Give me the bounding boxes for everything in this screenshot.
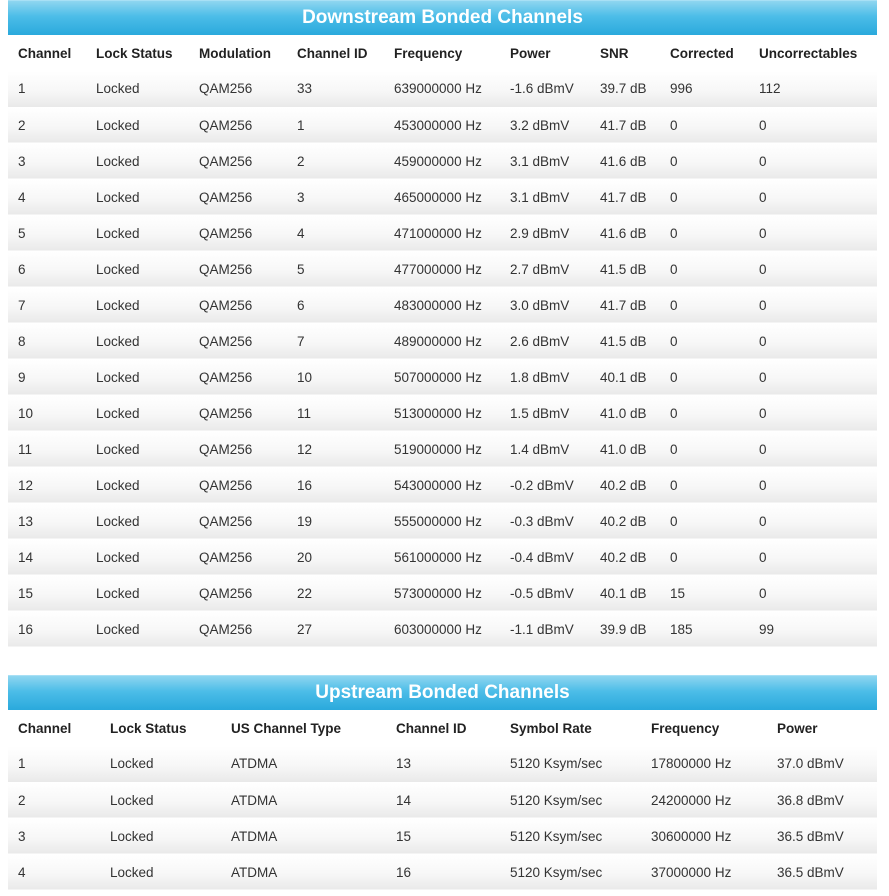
table-row xyxy=(8,359,877,395)
table-row xyxy=(8,71,877,107)
downstream-cell-frequency: 471000000 Hz xyxy=(384,215,500,251)
downstream-cell-snr: 39.9 dB xyxy=(590,611,660,647)
downstream-cell-corrected: 0 xyxy=(660,467,749,503)
downstream-cell-frequency: 513000000 Hz xyxy=(384,395,500,431)
downstream-cell-channel-id: 20 xyxy=(287,539,384,575)
downstream-cell-modulation: QAM256 xyxy=(189,575,287,611)
upstream-cell-symbol-rate: 5120 Ksym/sec xyxy=(500,782,641,818)
upstream-cell-power: 36.8 dBmV xyxy=(767,782,877,818)
upstream-cell-channel: 4 xyxy=(8,854,100,890)
upstream-header-us-channel-type: US Channel Type xyxy=(221,710,386,746)
downstream-cell-snr: 41.0 dB xyxy=(590,431,660,467)
downstream-cell-power: -0.3 dBmV xyxy=(500,503,590,539)
downstream-cell-channel: 10 xyxy=(8,395,86,431)
downstream-cell-uncorrectables: 0 xyxy=(749,539,877,575)
table-row xyxy=(8,818,877,854)
downstream-cell-modulation: QAM256 xyxy=(189,611,287,647)
downstream-cell-corrected: 0 xyxy=(660,179,749,215)
downstream-cell-channel-id: 33 xyxy=(287,71,384,107)
table-row xyxy=(8,395,877,431)
downstream-cell-modulation: QAM256 xyxy=(189,179,287,215)
downstream-cell-lock-status: Locked xyxy=(86,611,189,647)
downstream-cell-corrected: 0 xyxy=(660,539,749,575)
downstream-cell-power: 1.8 dBmV xyxy=(500,359,590,395)
upstream-cell-power: 36.5 dBmV xyxy=(767,854,877,890)
table-row xyxy=(8,215,877,251)
downstream-cell-snr: 40.2 dB xyxy=(590,467,660,503)
downstream-cell-uncorrectables: 0 xyxy=(749,107,877,143)
downstream-cell-uncorrectables: 0 xyxy=(749,467,877,503)
downstream-cell-corrected: 0 xyxy=(660,359,749,395)
downstream-header-frequency: Frequency xyxy=(384,35,500,71)
downstream-cell-channel: 13 xyxy=(8,503,86,539)
upstream-panel xyxy=(8,675,877,891)
downstream-cell-frequency: 519000000 Hz xyxy=(384,431,500,467)
downstream-cell-channel: 4 xyxy=(8,179,86,215)
downstream-cell-uncorrectables: 99 xyxy=(749,611,877,647)
downstream-cell-lock-status: Locked xyxy=(86,503,189,539)
downstream-cell-uncorrectables: 112 xyxy=(749,71,877,107)
downstream-cell-corrected: 0 xyxy=(660,107,749,143)
downstream-cell-uncorrectables: 0 xyxy=(749,575,877,611)
downstream-cell-uncorrectables: 0 xyxy=(749,323,877,359)
downstream-cell-lock-status: Locked xyxy=(86,215,189,251)
downstream-header-modulation: Modulation xyxy=(189,35,287,71)
downstream-cell-uncorrectables: 0 xyxy=(749,215,877,251)
downstream-cell-power: 3.1 dBmV xyxy=(500,143,590,179)
downstream-cell-channel-id: 10 xyxy=(287,359,384,395)
downstream-header-row xyxy=(8,35,877,71)
downstream-header-power: Power xyxy=(500,35,590,71)
downstream-cell-corrected: 996 xyxy=(660,71,749,107)
downstream-cell-channel: 1 xyxy=(8,71,86,107)
table-row xyxy=(8,575,877,611)
downstream-cell-lock-status: Locked xyxy=(86,467,189,503)
table-row xyxy=(8,854,877,890)
downstream-cell-snr: 41.5 dB xyxy=(590,323,660,359)
downstream-cell-lock-status: Locked xyxy=(86,251,189,287)
upstream-header-lock-status: Lock Status xyxy=(100,710,221,746)
downstream-cell-channel: 15 xyxy=(8,575,86,611)
upstream-cell-us-channel-type: ATDMA xyxy=(221,818,386,854)
downstream-cell-corrected: 0 xyxy=(660,287,749,323)
upstream-header-power: Power xyxy=(767,710,877,746)
upstream-cell-frequency: 24200000 Hz xyxy=(641,782,767,818)
upstream-cell-channel: 2 xyxy=(8,782,100,818)
downstream-cell-power: -0.2 dBmV xyxy=(500,467,590,503)
downstream-header-snr: SNR xyxy=(590,35,660,71)
upstream-cell-symbol-rate: 5120 Ksym/sec xyxy=(500,818,641,854)
table-row xyxy=(8,611,877,647)
downstream-cell-lock-status: Locked xyxy=(86,287,189,323)
downstream-header-channel: Channel xyxy=(8,35,86,71)
downstream-cell-power: 3.0 dBmV xyxy=(500,287,590,323)
upstream-cell-channel-id: 16 xyxy=(386,854,500,890)
downstream-cell-modulation: QAM256 xyxy=(189,287,287,323)
upstream-cell-us-channel-type: ATDMA xyxy=(221,782,386,818)
table-row xyxy=(8,431,877,467)
upstream-cell-lock-status: Locked xyxy=(100,746,221,782)
upstream-cell-channel-id: 14 xyxy=(386,782,500,818)
table-row xyxy=(8,539,877,575)
downstream-cell-corrected: 0 xyxy=(660,323,749,359)
downstream-header-channel-id: Channel ID xyxy=(287,35,384,71)
downstream-cell-power: -1.6 dBmV xyxy=(500,71,590,107)
downstream-cell-uncorrectables: 0 xyxy=(749,503,877,539)
downstream-cell-channel: 5 xyxy=(8,215,86,251)
downstream-cell-uncorrectables: 0 xyxy=(749,431,877,467)
downstream-cell-channel: 3 xyxy=(8,143,86,179)
downstream-cell-modulation: QAM256 xyxy=(189,215,287,251)
downstream-cell-frequency: 465000000 Hz xyxy=(384,179,500,215)
downstream-cell-frequency: 543000000 Hz xyxy=(384,467,500,503)
downstream-cell-modulation: QAM256 xyxy=(189,395,287,431)
downstream-cell-snr: 40.2 dB xyxy=(590,539,660,575)
downstream-cell-lock-status: Locked xyxy=(86,395,189,431)
downstream-cell-modulation: QAM256 xyxy=(189,359,287,395)
downstream-header-uncorrectables: Uncorrectables xyxy=(749,35,877,71)
downstream-cell-uncorrectables: 0 xyxy=(749,287,877,323)
downstream-cell-frequency: 483000000 Hz xyxy=(384,287,500,323)
downstream-cell-snr: 41.7 dB xyxy=(590,107,660,143)
downstream-cell-lock-status: Locked xyxy=(86,107,189,143)
downstream-body xyxy=(8,71,877,647)
upstream-body xyxy=(8,746,877,890)
downstream-cell-snr: 41.6 dB xyxy=(590,215,660,251)
downstream-cell-channel-id: 12 xyxy=(287,431,384,467)
downstream-cell-channel-id: 16 xyxy=(287,467,384,503)
downstream-header-corrected: Corrected xyxy=(660,35,749,71)
upstream-cell-lock-status: Locked xyxy=(100,782,221,818)
upstream-header-channel-id: Channel ID xyxy=(386,710,500,746)
downstream-cell-frequency: 561000000 Hz xyxy=(384,539,500,575)
downstream-cell-channel: 12 xyxy=(8,467,86,503)
table-row xyxy=(8,143,877,179)
upstream-header-row xyxy=(8,710,877,746)
downstream-cell-snr: 40.2 dB xyxy=(590,503,660,539)
downstream-cell-power: -0.5 dBmV xyxy=(500,575,590,611)
table-row xyxy=(8,782,877,818)
downstream-cell-corrected: 0 xyxy=(660,503,749,539)
downstream-cell-channel: 14 xyxy=(8,539,86,575)
downstream-cell-modulation: QAM256 xyxy=(189,143,287,179)
downstream-table xyxy=(8,35,877,648)
upstream-cell-lock-status: Locked xyxy=(100,854,221,890)
downstream-cell-channel: 9 xyxy=(8,359,86,395)
table-row xyxy=(8,179,877,215)
downstream-cell-power: 3.1 dBmV xyxy=(500,179,590,215)
downstream-cell-corrected: 0 xyxy=(660,215,749,251)
table-row xyxy=(8,746,877,782)
upstream-cell-power: 37.0 dBmV xyxy=(767,746,877,782)
upstream-cell-frequency: 17800000 Hz xyxy=(641,746,767,782)
downstream-cell-snr: 41.5 dB xyxy=(590,251,660,287)
upstream-cell-channel: 1 xyxy=(8,746,100,782)
downstream-cell-lock-status: Locked xyxy=(86,143,189,179)
downstream-cell-corrected: 0 xyxy=(660,143,749,179)
downstream-cell-channel-id: 5 xyxy=(287,251,384,287)
downstream-cell-channel-id: 11 xyxy=(287,395,384,431)
upstream-cell-symbol-rate: 5120 Ksym/sec xyxy=(500,854,641,890)
downstream-cell-channel-id: 4 xyxy=(287,215,384,251)
downstream-cell-channel-id: 7 xyxy=(287,323,384,359)
downstream-cell-modulation: QAM256 xyxy=(189,71,287,107)
downstream-cell-uncorrectables: 0 xyxy=(749,359,877,395)
upstream-header-frequency: Frequency xyxy=(641,710,767,746)
downstream-cell-lock-status: Locked xyxy=(86,71,189,107)
downstream-cell-uncorrectables: 0 xyxy=(749,395,877,431)
downstream-cell-channel-id: 19 xyxy=(287,503,384,539)
downstream-cell-snr: 39.7 dB xyxy=(590,71,660,107)
downstream-cell-snr: 41.6 dB xyxy=(590,143,660,179)
downstream-cell-frequency: 489000000 Hz xyxy=(384,323,500,359)
downstream-cell-snr: 40.1 dB xyxy=(590,359,660,395)
downstream-cell-modulation: QAM256 xyxy=(189,539,287,575)
downstream-cell-snr: 41.7 dB xyxy=(590,179,660,215)
downstream-cell-channel-id: 22 xyxy=(287,575,384,611)
downstream-cell-frequency: 459000000 Hz xyxy=(384,143,500,179)
downstream-cell-channel: 11 xyxy=(8,431,86,467)
table-row xyxy=(8,323,877,359)
downstream-cell-uncorrectables: 0 xyxy=(749,179,877,215)
downstream-cell-snr: 41.0 dB xyxy=(590,395,660,431)
downstream-cell-power: 2.9 dBmV xyxy=(500,215,590,251)
downstream-cell-channel: 8 xyxy=(8,323,86,359)
downstream-cell-lock-status: Locked xyxy=(86,179,189,215)
downstream-cell-frequency: 453000000 Hz xyxy=(384,107,500,143)
downstream-cell-channel-id: 27 xyxy=(287,611,384,647)
downstream-cell-channel: 16 xyxy=(8,611,86,647)
downstream-cell-frequency: 573000000 Hz xyxy=(384,575,500,611)
downstream-cell-lock-status: Locked xyxy=(86,539,189,575)
upstream-cell-lock-status: Locked xyxy=(100,818,221,854)
downstream-cell-frequency: 639000000 Hz xyxy=(384,71,500,107)
upstream-cell-frequency: 37000000 Hz xyxy=(641,854,767,890)
downstream-cell-power: 1.4 dBmV xyxy=(500,431,590,467)
downstream-cell-channel-id: 2 xyxy=(287,143,384,179)
downstream-title: Downstream Bonded Channels xyxy=(8,0,877,35)
downstream-cell-channel-id: 3 xyxy=(287,179,384,215)
downstream-cell-channel: 6 xyxy=(8,251,86,287)
table-row xyxy=(8,287,877,323)
downstream-cell-power: 3.2 dBmV xyxy=(500,107,590,143)
downstream-cell-channel-id: 6 xyxy=(287,287,384,323)
table-row xyxy=(8,107,877,143)
downstream-cell-corrected: 185 xyxy=(660,611,749,647)
downstream-cell-power: -1.1 dBmV xyxy=(500,611,590,647)
upstream-cell-power: 36.5 dBmV xyxy=(767,818,877,854)
downstream-cell-lock-status: Locked xyxy=(86,323,189,359)
downstream-cell-modulation: QAM256 xyxy=(189,431,287,467)
downstream-cell-power: 2.7 dBmV xyxy=(500,251,590,287)
upstream-title: Upstream Bonded Channels xyxy=(8,675,877,710)
downstream-cell-corrected: 0 xyxy=(660,251,749,287)
downstream-cell-power: 1.5 dBmV xyxy=(500,395,590,431)
downstream-cell-power: -0.4 dBmV xyxy=(500,539,590,575)
downstream-cell-modulation: QAM256 xyxy=(189,503,287,539)
downstream-cell-modulation: QAM256 xyxy=(189,323,287,359)
downstream-cell-power: 2.6 dBmV xyxy=(500,323,590,359)
downstream-cell-snr: 41.7 dB xyxy=(590,287,660,323)
downstream-cell-corrected: 0 xyxy=(660,431,749,467)
downstream-cell-channel: 2 xyxy=(8,107,86,143)
downstream-cell-channel-id: 1 xyxy=(287,107,384,143)
upstream-cell-frequency: 30600000 Hz xyxy=(641,818,767,854)
downstream-cell-lock-status: Locked xyxy=(86,575,189,611)
downstream-cell-frequency: 555000000 Hz xyxy=(384,503,500,539)
table-row xyxy=(8,467,877,503)
downstream-cell-frequency: 477000000 Hz xyxy=(384,251,500,287)
downstream-cell-corrected: 0 xyxy=(660,395,749,431)
downstream-header-lock-status: Lock Status xyxy=(86,35,189,71)
downstream-cell-channel: 7 xyxy=(8,287,86,323)
downstream-cell-uncorrectables: 0 xyxy=(749,251,877,287)
downstream-cell-lock-status: Locked xyxy=(86,431,189,467)
upstream-cell-us-channel-type: ATDMA xyxy=(221,746,386,782)
upstream-header-channel: Channel xyxy=(8,710,100,746)
upstream-cell-channel-id: 13 xyxy=(386,746,500,782)
downstream-cell-corrected: 15 xyxy=(660,575,749,611)
downstream-cell-uncorrectables: 0 xyxy=(749,143,877,179)
table-row xyxy=(8,251,877,287)
upstream-cell-symbol-rate: 5120 Ksym/sec xyxy=(500,746,641,782)
upstream-header-symbol-rate: Symbol Rate xyxy=(500,710,641,746)
table-row xyxy=(8,503,877,539)
downstream-cell-modulation: QAM256 xyxy=(189,467,287,503)
downstream-cell-frequency: 603000000 Hz xyxy=(384,611,500,647)
upstream-cell-channel-id: 15 xyxy=(386,818,500,854)
downstream-panel xyxy=(8,0,877,648)
downstream-cell-snr: 40.1 dB xyxy=(590,575,660,611)
upstream-cell-channel: 3 xyxy=(8,818,100,854)
downstream-cell-modulation: QAM256 xyxy=(189,107,287,143)
downstream-cell-lock-status: Locked xyxy=(86,359,189,395)
downstream-cell-modulation: QAM256 xyxy=(189,251,287,287)
upstream-table xyxy=(8,710,877,891)
upstream-cell-us-channel-type: ATDMA xyxy=(221,854,386,890)
downstream-cell-frequency: 507000000 Hz xyxy=(384,359,500,395)
